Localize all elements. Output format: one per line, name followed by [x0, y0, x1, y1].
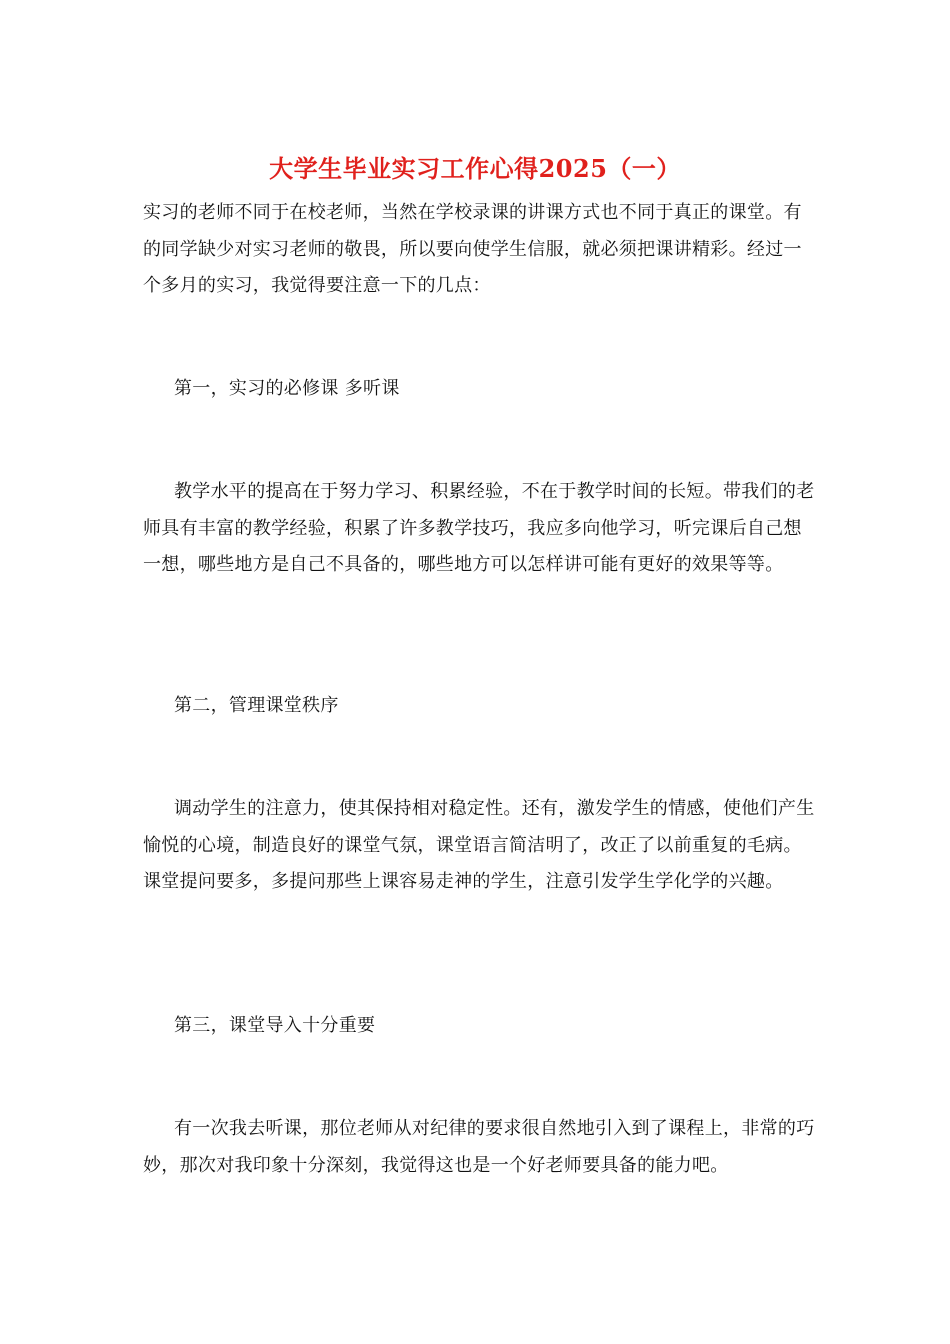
section-body-3: 有一次我去听课，那位老师从对纪律的要求很自然地引入到了课程上，非常的巧妙，那次对我印象十分深刻，我觉得这也是一个好老师要具备的能力吧。: [143, 1118, 815, 1176]
intro-paragraph: 实习的老师不同于在校老师，当然在学校录课的讲课方式也不同于真正的课堂。有的同学缺少对实习老师的敬畏，所以要向使学生信服，就必须把课讲精彩。经过一个多月的实习，我觉得要注意一下的几点：: [143, 202, 802, 296]
document-title: 大学生毕业实习工作心得2025（一）: [269, 154, 681, 183]
section-body-1: 教学水平的提高在于努力学习、积累经验，不在于教学时间的长短。带我们的老师具有丰富的教学经验，积累了许多教学技巧，我应多向他学习，听完课后自己想一想，哪些地方是自己不具备的，哪些地方可以怎样讲可能有更好的效果等等。: [143, 481, 815, 575]
section-heading-3: 第三，课堂导入十分重要: [174, 1015, 376, 1036]
section-heading-2: 第二，管理课堂秩序: [174, 695, 339, 716]
section-body-2: 调动学生的注意力，使其保持相对稳定性。还有，激发学生的情感，使他们产生愉悦的心境，制造良好的课堂气氛，课堂语言简洁明了，改正了以前重复的毛病。课堂提问要多，多提问那些上课容易走神的学生，注意引发学生学化学的兴趣。: [143, 798, 815, 892]
section-heading-1: 第一，实习的必修课 多听课: [174, 378, 400, 399]
